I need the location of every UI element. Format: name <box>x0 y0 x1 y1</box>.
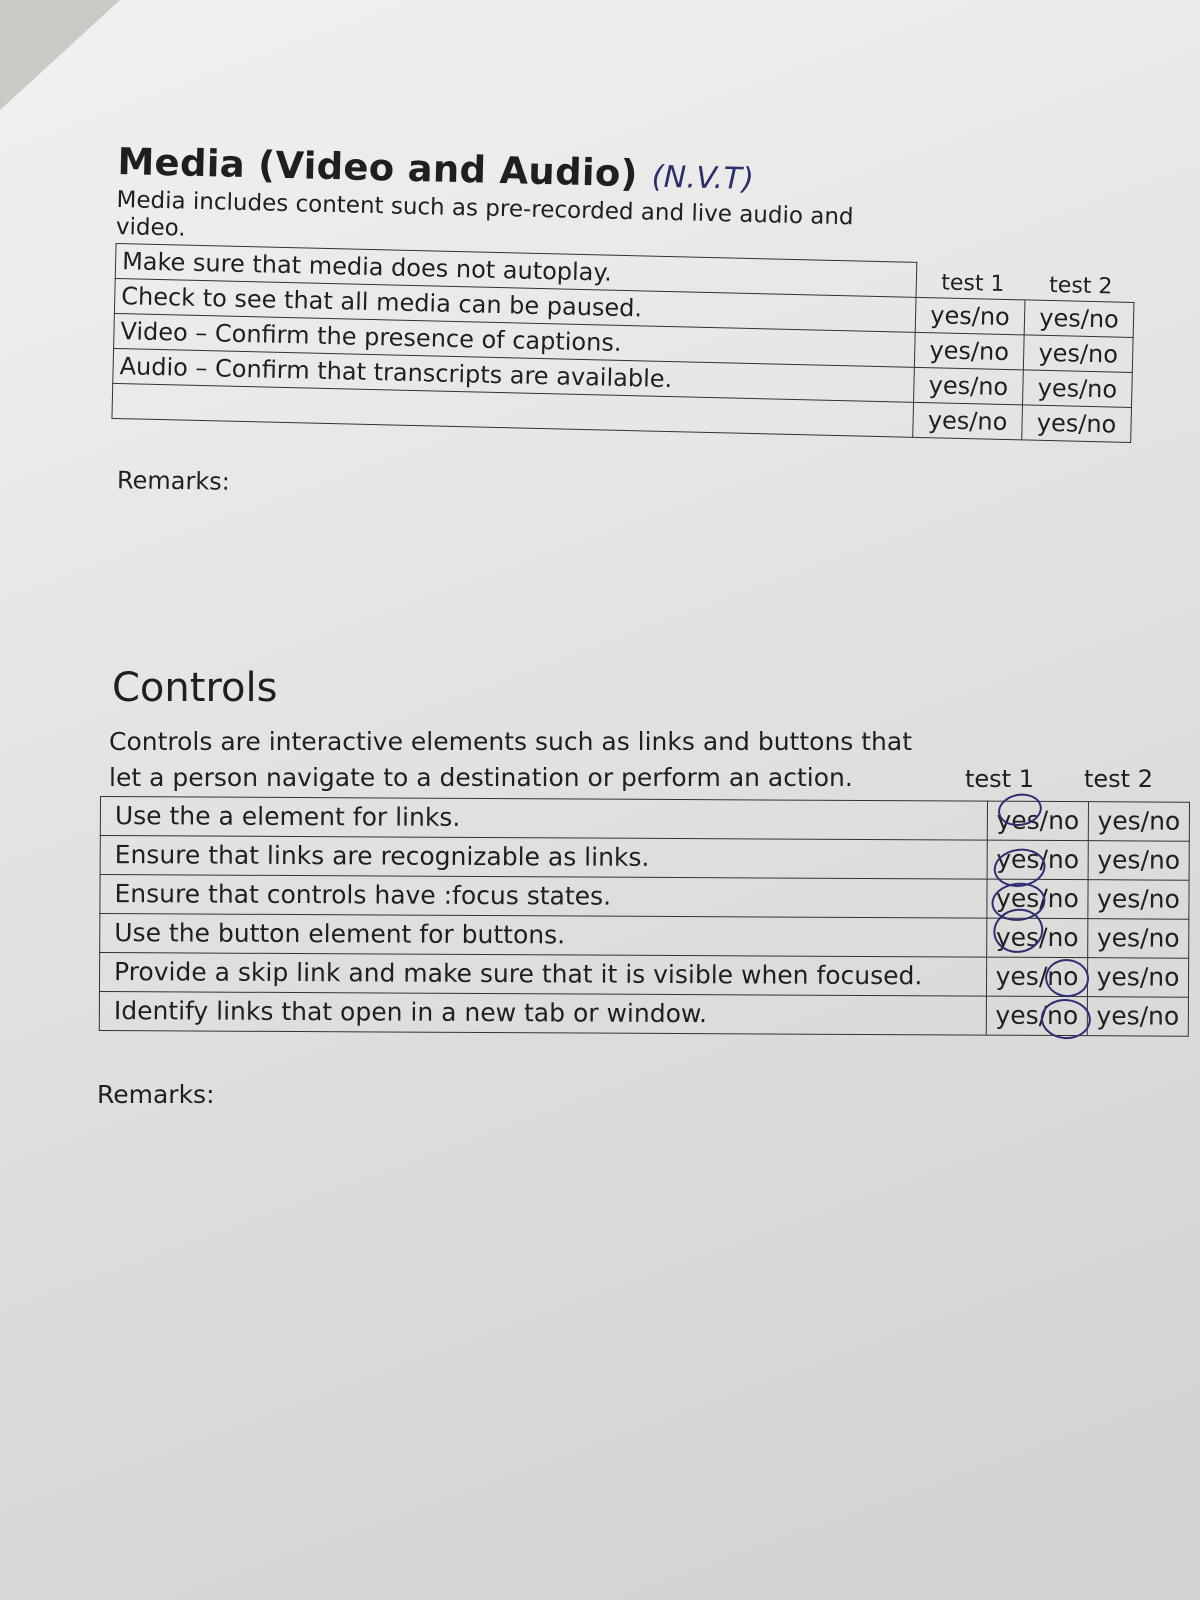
controls-row-test2: yes/no <box>1088 919 1189 959</box>
controls-title: Controls <box>112 665 278 711</box>
media-description: Media includes content such as pre-recorded and live audio and video. <box>115 186 854 242</box>
table-row <box>100 797 1189 842</box>
controls-row-test1 <box>987 879 1088 919</box>
controls-checklist <box>99 796 1190 1037</box>
media-row-test2: yes/no <box>1023 370 1133 408</box>
controls-row-text: Use the button element for buttons. <box>100 914 987 958</box>
controls-table <box>99 796 1190 1037</box>
controls-row-test2: yes/no <box>1087 997 1188 1037</box>
controls-row-test2: yes/no <box>1088 880 1189 920</box>
controls-remarks-label: Remarks: <box>97 1080 215 1109</box>
media-column-headers <box>919 270 1136 300</box>
controls-row-test1-value: yes/no <box>996 805 1080 836</box>
table-row <box>100 836 1189 881</box>
media-row-text: Make sure that media does not autoplay. <box>115 243 917 297</box>
controls-row-test1 <box>986 957 1087 997</box>
media-row-test2: yes/no <box>1022 405 1132 443</box>
controls-row-test1-value: yes/no <box>995 1000 1079 1031</box>
media-header-test1: test 1 <box>940 270 1005 297</box>
controls-row-text: Use the a element for links. <box>100 797 987 841</box>
controls-header-test2: test 2 <box>1084 765 1153 793</box>
controls-description: Controls are interactive elements such as links and buttons that let a person navigate to a destination or perform an action. <box>109 727 913 792</box>
controls-row-text: Identify links that open in a new tab or window. <box>99 991 986 1035</box>
media-header-test2: test 2 <box>1048 272 1113 300</box>
controls-row-test1 <box>987 840 1088 880</box>
media-row-text: Check to see that all media can be paused. <box>114 278 916 332</box>
media-row-test2: yes/no <box>1023 335 1133 373</box>
media-row-text: Audio – Confirm that transcripts are available. <box>113 348 915 402</box>
controls-row-test2: yes/no <box>1088 841 1189 881</box>
media-row-test1: yes/no <box>914 332 1024 370</box>
controls-row-test1-value: yes/no <box>996 844 1080 875</box>
media-row-test2: yes/no <box>1024 300 1134 338</box>
table-row <box>100 875 1189 920</box>
media-section <box>111 140 1157 443</box>
media-title-text: Media (Video and Audio) <box>116 140 639 196</box>
controls-row-test1 <box>987 801 1088 841</box>
media-row-test1: yes/no <box>915 297 1025 335</box>
media-row-text: Video – Confirm the presence of captions. <box>114 313 916 367</box>
controls-row-text: Provide a skip link and make sure that it is visible when focused. <box>99 953 986 997</box>
table-row <box>99 953 1188 998</box>
controls-row-test1-value: yes/no <box>995 922 1079 953</box>
controls-row-test2: yes/no <box>1088 802 1189 842</box>
controls-row-text: Ensure that controls have :focus states. <box>100 875 987 919</box>
media-remarks-label: Remarks: <box>116 466 231 496</box>
media-checklist <box>111 243 1155 443</box>
controls-row-text: Ensure that links are recognizable as links. <box>100 836 987 880</box>
controls-row-test1 <box>987 918 1088 958</box>
controls-row-test1-value: yes/no <box>995 961 1079 992</box>
handwritten-annotation: (N.V.T) <box>651 159 755 197</box>
controls-row-test1 <box>986 996 1087 1036</box>
controls-header-test1: test 1 <box>965 765 1034 793</box>
controls-row-test2: yes/no <box>1087 958 1188 998</box>
table-row <box>100 914 1189 959</box>
media-row-test1: yes/no <box>913 402 1023 440</box>
table-row <box>99 991 1188 1036</box>
media-row-test1: yes/no <box>914 367 1024 405</box>
controls-row-test1-value: yes/no <box>996 883 1079 914</box>
